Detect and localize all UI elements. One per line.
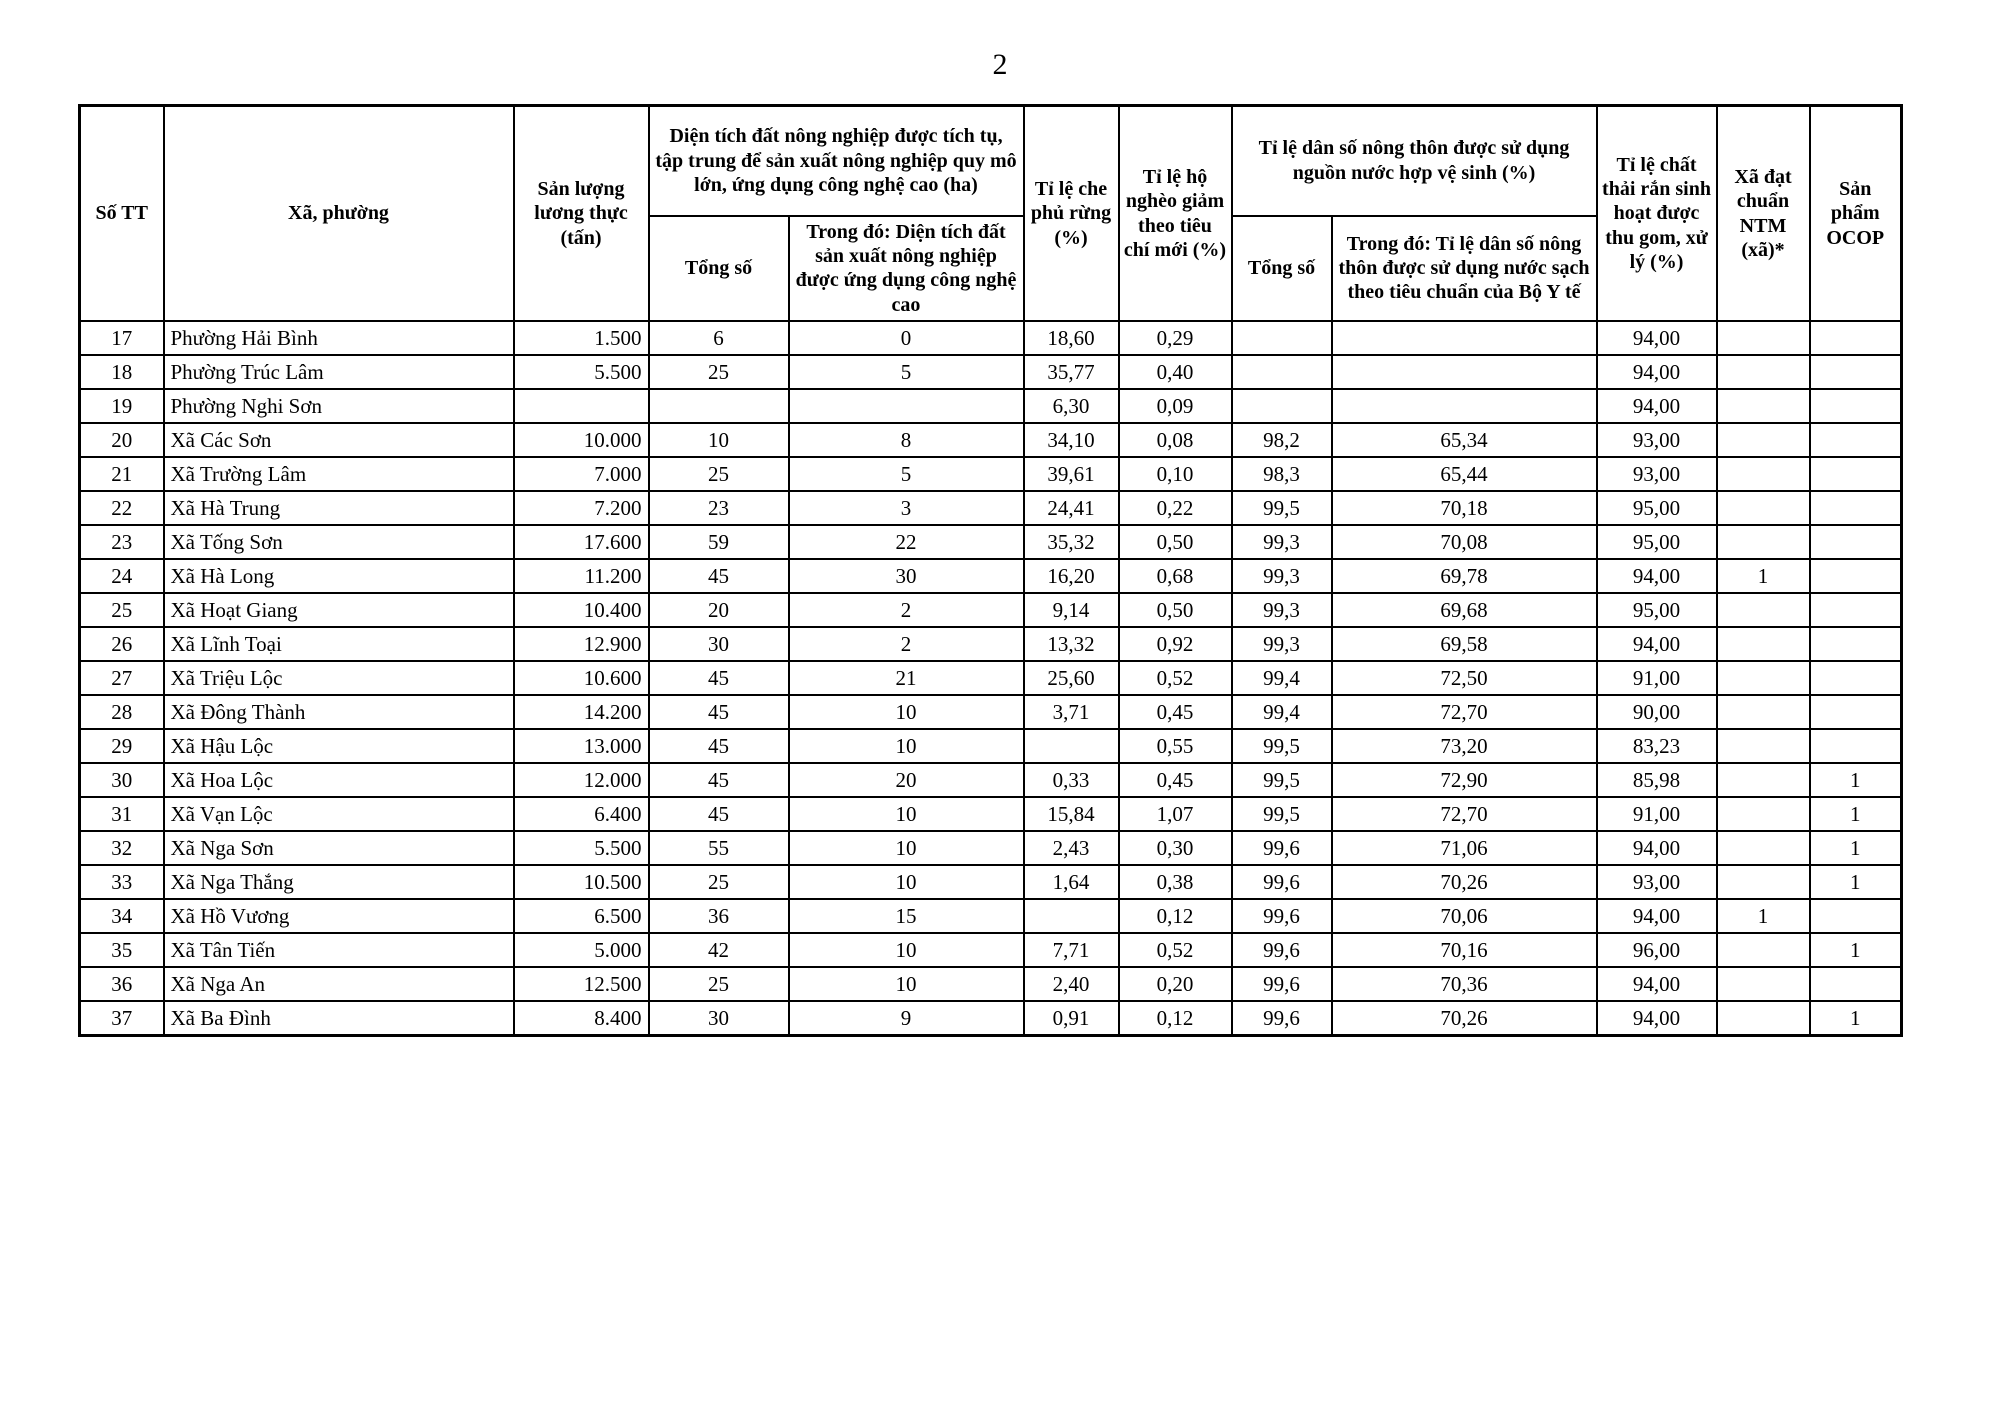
cell-food-output: 14.200 — [514, 695, 649, 729]
table-body — [80, 321, 1902, 1036]
cell-poverty: 0,68 — [1119, 559, 1232, 593]
cell-water-clean: 70,26 — [1332, 1001, 1597, 1036]
cell-agri-land-hitech: 10 — [789, 729, 1024, 763]
cell-stt: 25 — [80, 593, 164, 627]
cell-commune: Xã Tống Sơn — [164, 525, 514, 559]
cell-commune: Xã Hậu Lộc — [164, 729, 514, 763]
cell-commune: Xã Lĩnh Toại — [164, 627, 514, 661]
table-row — [80, 389, 1902, 423]
table-row — [80, 831, 1902, 865]
cell-agri-land-total: 25 — [649, 457, 789, 491]
cell-ocop — [1810, 729, 1902, 763]
cell-waste: 93,00 — [1597, 457, 1717, 491]
table-row — [80, 899, 1902, 933]
cell-water-clean — [1332, 355, 1597, 389]
header-agri-land-total: Tổng số — [649, 216, 789, 322]
cell-ntm — [1717, 729, 1810, 763]
cell-agri-land-hitech: 30 — [789, 559, 1024, 593]
cell-water-total: 99,6 — [1232, 1001, 1332, 1036]
cell-agri-land-hitech: 10 — [789, 933, 1024, 967]
cell-poverty: 0,22 — [1119, 491, 1232, 525]
cell-poverty: 0,30 — [1119, 831, 1232, 865]
cell-food-output: 13.000 — [514, 729, 649, 763]
cell-agri-land-hitech: 10 — [789, 831, 1024, 865]
cell-commune: Xã Hoa Lộc — [164, 763, 514, 797]
cell-forest-cover: 6,30 — [1024, 389, 1119, 423]
cell-forest-cover: 13,32 — [1024, 627, 1119, 661]
cell-agri-land-total: 25 — [649, 967, 789, 1001]
cell-agri-land-total: 45 — [649, 695, 789, 729]
cell-forest-cover — [1024, 729, 1119, 763]
cell-agri-land-hitech: 20 — [789, 763, 1024, 797]
cell-water-clean: 70,26 — [1332, 865, 1597, 899]
cell-ocop — [1810, 491, 1902, 525]
cell-agri-land-hitech: 8 — [789, 423, 1024, 457]
cell-water-total: 99,5 — [1232, 797, 1332, 831]
cell-stt: 30 — [80, 763, 164, 797]
cell-agri-land-total: 36 — [649, 899, 789, 933]
header-ocop: Sản phẩm OCOP — [1810, 106, 1902, 322]
cell-commune: Xã Đông Thành — [164, 695, 514, 729]
cell-poverty: 0,52 — [1119, 661, 1232, 695]
cell-commune: Xã Các Sơn — [164, 423, 514, 457]
cell-waste: 94,00 — [1597, 559, 1717, 593]
cell-food-output: 8.400 — [514, 1001, 649, 1036]
cell-agri-land-total: 45 — [649, 559, 789, 593]
header-agri-land-group: Diện tích đất nông nghiệp được tích tụ, tập trung để sản xuất nông nghiệp quy mô lớn, ứng dụng công nghệ cao (ha) — [649, 106, 1024, 216]
cell-waste: 91,00 — [1597, 661, 1717, 695]
cell-ocop — [1810, 967, 1902, 1001]
cell-poverty: 0,40 — [1119, 355, 1232, 389]
cell-forest-cover: 7,71 — [1024, 933, 1119, 967]
cell-agri-land-hitech: 9 — [789, 1001, 1024, 1036]
cell-water-clean — [1332, 389, 1597, 423]
cell-agri-land-hitech: 15 — [789, 899, 1024, 933]
page-number: 2 — [992, 48, 1008, 81]
header-stt: Số TT — [80, 106, 164, 322]
cell-agri-land-total: 20 — [649, 593, 789, 627]
cell-waste: 94,00 — [1597, 899, 1717, 933]
cell-waste: 95,00 — [1597, 491, 1717, 525]
cell-waste: 90,00 — [1597, 695, 1717, 729]
cell-water-clean: 72,90 — [1332, 763, 1597, 797]
cell-poverty: 0,12 — [1119, 899, 1232, 933]
cell-poverty: 0,20 — [1119, 967, 1232, 1001]
header-water-total: Tổng số — [1232, 216, 1332, 322]
table-row — [80, 967, 1902, 1001]
cell-stt: 28 — [80, 695, 164, 729]
cell-water-total: 99,6 — [1232, 899, 1332, 933]
table-row — [80, 933, 1902, 967]
cell-agri-land-hitech: 21 — [789, 661, 1024, 695]
cell-ocop — [1810, 559, 1902, 593]
cell-food-output: 5.000 — [514, 933, 649, 967]
cell-commune: Phường Trúc Lâm — [164, 355, 514, 389]
table-row — [80, 695, 1902, 729]
cell-ocop — [1810, 321, 1902, 355]
cell-food-output: 11.200 — [514, 559, 649, 593]
cell-forest-cover: 25,60 — [1024, 661, 1119, 695]
cell-commune: Xã Nga Thắng — [164, 865, 514, 899]
cell-food-output: 5.500 — [514, 831, 649, 865]
cell-agri-land-hitech: 5 — [789, 355, 1024, 389]
cell-ntm — [1717, 321, 1810, 355]
cell-ntm — [1717, 525, 1810, 559]
cell-ocop: 1 — [1810, 797, 1902, 831]
cell-stt: 24 — [80, 559, 164, 593]
cell-forest-cover: 2,40 — [1024, 967, 1119, 1001]
cell-commune: Xã Tân Tiến — [164, 933, 514, 967]
cell-forest-cover: 16,20 — [1024, 559, 1119, 593]
cell-forest-cover: 1,64 — [1024, 865, 1119, 899]
cell-food-output: 7.200 — [514, 491, 649, 525]
cell-water-total: 99,5 — [1232, 491, 1332, 525]
cell-forest-cover: 15,84 — [1024, 797, 1119, 831]
cell-forest-cover: 24,41 — [1024, 491, 1119, 525]
cell-water-total: 99,3 — [1232, 525, 1332, 559]
table-row — [80, 763, 1902, 797]
cell-food-output: 10.400 — [514, 593, 649, 627]
cell-ocop — [1810, 593, 1902, 627]
cell-ntm — [1717, 423, 1810, 457]
cell-waste: 93,00 — [1597, 865, 1717, 899]
cell-ocop: 1 — [1810, 763, 1902, 797]
table-row — [80, 321, 1902, 355]
cell-agri-land-hitech: 10 — [789, 967, 1024, 1001]
cell-ntm: 1 — [1717, 899, 1810, 933]
cell-waste: 94,00 — [1597, 831, 1717, 865]
cell-water-clean: 73,20 — [1332, 729, 1597, 763]
cell-water-clean: 70,16 — [1332, 933, 1597, 967]
cell-poverty: 0,38 — [1119, 865, 1232, 899]
cell-commune: Xã Trường Lâm — [164, 457, 514, 491]
cell-ntm — [1717, 1001, 1810, 1036]
cell-forest-cover: 2,43 — [1024, 831, 1119, 865]
cell-waste: 94,00 — [1597, 321, 1717, 355]
cell-ocop — [1810, 355, 1902, 389]
cell-water-total — [1232, 389, 1332, 423]
header-commune: Xã, phường — [164, 106, 514, 322]
cell-water-total: 99,4 — [1232, 661, 1332, 695]
cell-forest-cover: 3,71 — [1024, 695, 1119, 729]
cell-waste: 95,00 — [1597, 593, 1717, 627]
cell-agri-land-total: 55 — [649, 831, 789, 865]
cell-poverty: 0,50 — [1119, 593, 1232, 627]
cell-water-clean: 72,50 — [1332, 661, 1597, 695]
cell-stt: 19 — [80, 389, 164, 423]
cell-forest-cover: 34,10 — [1024, 423, 1119, 457]
header-ntm: Xã đạt chuẩn NTM (xã)* — [1717, 106, 1810, 322]
cell-stt: 29 — [80, 729, 164, 763]
cell-waste: 94,00 — [1597, 1001, 1717, 1036]
cell-agri-land-total: 59 — [649, 525, 789, 559]
cell-stt: 34 — [80, 899, 164, 933]
table-row — [80, 525, 1902, 559]
header-water-group: Tỉ lệ dân số nông thôn được sử dụng nguồn nước hợp vệ sinh (%) — [1232, 106, 1597, 216]
table-row — [80, 355, 1902, 389]
table-row — [80, 457, 1902, 491]
cell-stt: 22 — [80, 491, 164, 525]
cell-food-output: 1.500 — [514, 321, 649, 355]
cell-ntm — [1717, 593, 1810, 627]
cell-water-clean: 70,08 — [1332, 525, 1597, 559]
cell-water-clean — [1332, 321, 1597, 355]
cell-water-clean: 70,36 — [1332, 967, 1597, 1001]
cell-food-output — [514, 389, 649, 423]
cell-water-total: 99,3 — [1232, 559, 1332, 593]
cell-agri-land-total: 6 — [649, 321, 789, 355]
cell-water-total: 98,2 — [1232, 423, 1332, 457]
cell-stt: 33 — [80, 865, 164, 899]
cell-water-clean: 69,78 — [1332, 559, 1597, 593]
cell-ocop: 1 — [1810, 1001, 1902, 1036]
cell-water-total: 99,5 — [1232, 729, 1332, 763]
cell-commune: Xã Hoạt Giang — [164, 593, 514, 627]
cell-ntm — [1717, 355, 1810, 389]
table-header — [80, 106, 1902, 322]
cell-agri-land-hitech — [789, 389, 1024, 423]
cell-forest-cover: 0,91 — [1024, 1001, 1119, 1036]
cell-food-output: 10.000 — [514, 423, 649, 457]
cell-poverty: 0,52 — [1119, 933, 1232, 967]
cell-forest-cover: 0,33 — [1024, 763, 1119, 797]
cell-ntm — [1717, 661, 1810, 695]
cell-stt: 21 — [80, 457, 164, 491]
cell-waste: 91,00 — [1597, 797, 1717, 831]
cell-poverty: 0,92 — [1119, 627, 1232, 661]
cell-water-clean: 65,44 — [1332, 457, 1597, 491]
cell-agri-land-total: 30 — [649, 1001, 789, 1036]
cell-commune: Xã Triệu Lộc — [164, 661, 514, 695]
cell-agri-land-total: 45 — [649, 729, 789, 763]
cell-agri-land-total: 45 — [649, 763, 789, 797]
cell-agri-land-total: 23 — [649, 491, 789, 525]
cell-waste: 94,00 — [1597, 389, 1717, 423]
cell-stt: 18 — [80, 355, 164, 389]
cell-water-total: 99,6 — [1232, 865, 1332, 899]
cell-ocop: 1 — [1810, 933, 1902, 967]
cell-waste: 85,98 — [1597, 763, 1717, 797]
header-forest-cover: Tỉ lệ che phủ rừng (%) — [1024, 106, 1119, 322]
cell-commune: Xã Hà Long — [164, 559, 514, 593]
cell-waste: 94,00 — [1597, 627, 1717, 661]
cell-poverty: 0,09 — [1119, 389, 1232, 423]
cell-water-clean: 72,70 — [1332, 797, 1597, 831]
cell-water-total — [1232, 355, 1332, 389]
report-table — [78, 104, 1903, 1037]
cell-ntm — [1717, 389, 1810, 423]
cell-agri-land-hitech: 5 — [789, 457, 1024, 491]
cell-ntm — [1717, 627, 1810, 661]
cell-agri-land-total: 42 — [649, 933, 789, 967]
cell-water-clean: 69,58 — [1332, 627, 1597, 661]
table-row — [80, 491, 1902, 525]
cell-ocop: 1 — [1810, 831, 1902, 865]
cell-commune: Phường Nghi Sơn — [164, 389, 514, 423]
cell-water-clean: 70,06 — [1332, 899, 1597, 933]
cell-water-total: 98,3 — [1232, 457, 1332, 491]
cell-commune: Xã Ba Đình — [164, 1001, 514, 1036]
cell-waste: 95,00 — [1597, 525, 1717, 559]
cell-food-output: 12.900 — [514, 627, 649, 661]
cell-poverty: 0,55 — [1119, 729, 1232, 763]
cell-poverty: 0,29 — [1119, 321, 1232, 355]
cell-agri-land-hitech: 10 — [789, 797, 1024, 831]
cell-water-total: 99,3 — [1232, 593, 1332, 627]
cell-food-output: 6.500 — [514, 899, 649, 933]
cell-food-output: 17.600 — [514, 525, 649, 559]
cell-ocop — [1810, 423, 1902, 457]
cell-poverty: 0,10 — [1119, 457, 1232, 491]
cell-poverty: 0,45 — [1119, 763, 1232, 797]
cell-food-output: 5.500 — [514, 355, 649, 389]
cell-stt: 37 — [80, 1001, 164, 1036]
cell-poverty: 0,12 — [1119, 1001, 1232, 1036]
cell-ocop — [1810, 661, 1902, 695]
cell-food-output: 7.000 — [514, 457, 649, 491]
header-agri-land-hitech: Trong đó: Diện tích đất sản xuất nông nghiệp được ứng dụng công nghệ cao — [789, 216, 1024, 322]
cell-water-clean: 72,70 — [1332, 695, 1597, 729]
cell-poverty: 0,45 — [1119, 695, 1232, 729]
cell-food-output: 10.600 — [514, 661, 649, 695]
cell-water-total: 99,5 — [1232, 763, 1332, 797]
cell-ntm — [1717, 865, 1810, 899]
cell-forest-cover: 18,60 — [1024, 321, 1119, 355]
cell-water-clean: 71,06 — [1332, 831, 1597, 865]
table-row — [80, 1001, 1902, 1036]
cell-forest-cover — [1024, 899, 1119, 933]
cell-stt: 35 — [80, 933, 164, 967]
table-row — [80, 559, 1902, 593]
cell-ocop — [1810, 457, 1902, 491]
cell-agri-land-hitech: 3 — [789, 491, 1024, 525]
cell-agri-land-hitech: 0 — [789, 321, 1024, 355]
cell-commune: Xã Nga An — [164, 967, 514, 1001]
table-row — [80, 729, 1902, 763]
cell-poverty: 0,50 — [1119, 525, 1232, 559]
header-water-clean: Trong đó: Tỉ lệ dân số nông thôn được sử dụng nước sạch theo tiêu chuẩn của Bộ Y tế — [1332, 216, 1597, 322]
table-row — [80, 797, 1902, 831]
cell-stt: 27 — [80, 661, 164, 695]
cell-waste: 83,23 — [1597, 729, 1717, 763]
cell-ntm — [1717, 763, 1810, 797]
cell-poverty: 0,08 — [1119, 423, 1232, 457]
cell-waste: 94,00 — [1597, 967, 1717, 1001]
cell-food-output: 12.000 — [514, 763, 649, 797]
cell-commune: Xã Hà Trung — [164, 491, 514, 525]
cell-agri-land-hitech: 10 — [789, 695, 1024, 729]
cell-agri-land-total: 10 — [649, 423, 789, 457]
cell-commune: Phường Hải Bình — [164, 321, 514, 355]
cell-agri-land-total: 30 — [649, 627, 789, 661]
cell-agri-land-total: 25 — [649, 355, 789, 389]
cell-stt: 17 — [80, 321, 164, 355]
cell-water-total: 99,6 — [1232, 831, 1332, 865]
header-waste: Tỉ lệ chất thải rắn sinh hoạt được thu gom, xử lý (%) — [1597, 106, 1717, 322]
cell-agri-land-hitech: 2 — [789, 593, 1024, 627]
cell-commune: Xã Hồ Vương — [164, 899, 514, 933]
cell-ntm: 1 — [1717, 559, 1810, 593]
cell-water-total — [1232, 321, 1332, 355]
cell-water-clean: 69,68 — [1332, 593, 1597, 627]
cell-waste: 93,00 — [1597, 423, 1717, 457]
cell-ocop — [1810, 899, 1902, 933]
cell-ntm — [1717, 457, 1810, 491]
cell-stt: 31 — [80, 797, 164, 831]
cell-agri-land-hitech: 2 — [789, 627, 1024, 661]
cell-agri-land-total: 45 — [649, 797, 789, 831]
cell-ocop — [1810, 525, 1902, 559]
table-row — [80, 865, 1902, 899]
table-row — [80, 661, 1902, 695]
cell-ntm — [1717, 491, 1810, 525]
cell-agri-land-total — [649, 389, 789, 423]
table-row — [80, 423, 1902, 457]
cell-agri-land-hitech: 10 — [789, 865, 1024, 899]
cell-ntm — [1717, 967, 1810, 1001]
cell-ocop — [1810, 389, 1902, 423]
cell-water-clean: 65,34 — [1332, 423, 1597, 457]
cell-food-output: 12.500 — [514, 967, 649, 1001]
cell-ocop: 1 — [1810, 865, 1902, 899]
cell-agri-land-total: 25 — [649, 865, 789, 899]
cell-stt: 26 — [80, 627, 164, 661]
cell-ntm — [1717, 831, 1810, 865]
cell-commune: Xã Nga Sơn — [164, 831, 514, 865]
cell-agri-land-hitech: 22 — [789, 525, 1024, 559]
cell-food-output: 6.400 — [514, 797, 649, 831]
cell-ntm — [1717, 933, 1810, 967]
cell-ocop — [1810, 627, 1902, 661]
table-row — [80, 627, 1902, 661]
cell-forest-cover: 39,61 — [1024, 457, 1119, 491]
cell-stt: 32 — [80, 831, 164, 865]
cell-food-output: 10.500 — [514, 865, 649, 899]
cell-poverty: 1,07 — [1119, 797, 1232, 831]
cell-water-total: 99,6 — [1232, 967, 1332, 1001]
cell-stt: 36 — [80, 967, 164, 1001]
cell-waste: 94,00 — [1597, 355, 1717, 389]
cell-forest-cover: 35,77 — [1024, 355, 1119, 389]
cell-forest-cover: 9,14 — [1024, 593, 1119, 627]
cell-agri-land-total: 45 — [649, 661, 789, 695]
cell-ocop — [1810, 695, 1902, 729]
cell-waste: 96,00 — [1597, 933, 1717, 967]
cell-ntm — [1717, 797, 1810, 831]
cell-water-total: 99,3 — [1232, 627, 1332, 661]
header-food-output: Sản lượng lương thực (tấn) — [514, 106, 649, 322]
cell-stt: 20 — [80, 423, 164, 457]
header-poverty: Tỉ lệ hộ nghèo giảm theo tiêu chí mới (%) — [1119, 106, 1232, 322]
cell-water-total: 99,6 — [1232, 933, 1332, 967]
cell-water-total: 99,4 — [1232, 695, 1332, 729]
cell-stt: 23 — [80, 525, 164, 559]
cell-forest-cover: 35,32 — [1024, 525, 1119, 559]
cell-water-clean: 70,18 — [1332, 491, 1597, 525]
cell-ntm — [1717, 695, 1810, 729]
cell-commune: Xã Vạn Lộc — [164, 797, 514, 831]
table-row — [80, 593, 1902, 627]
